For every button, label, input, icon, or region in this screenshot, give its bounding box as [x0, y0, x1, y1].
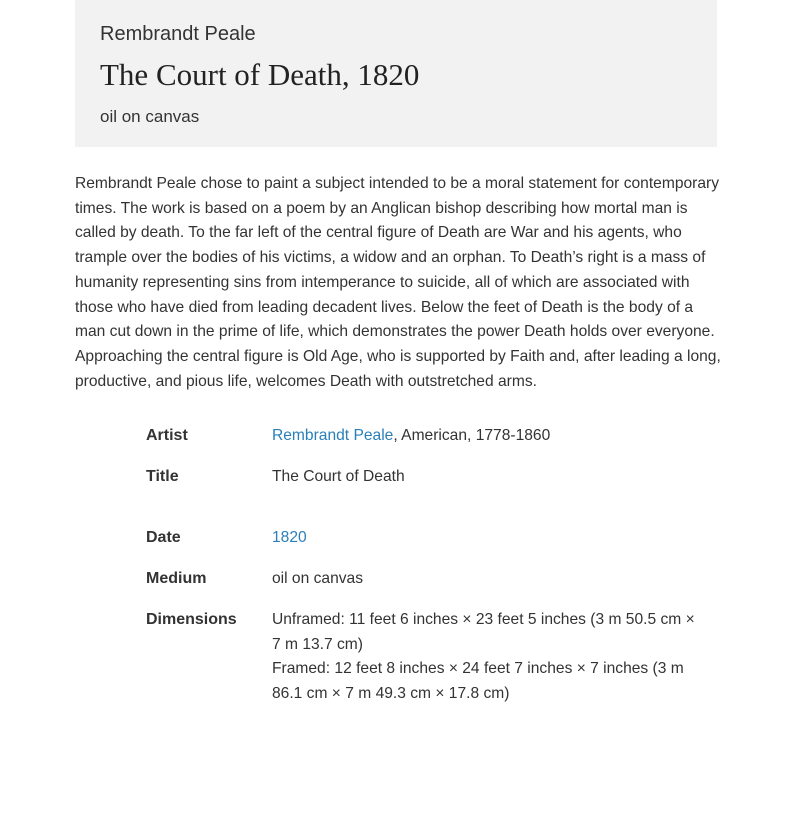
medium-value: oil on canvas	[272, 570, 364, 587]
artist-link[interactable]: Rembrandt Peale	[272, 427, 394, 444]
details-row-title	[146, 465, 706, 526]
dimensions-label: Dimensions	[146, 611, 237, 628]
artist-value	[272, 424, 706, 449]
medium-label: Medium	[146, 570, 207, 587]
artwork-details	[146, 424, 706, 707]
date-link[interactable]: 1820	[272, 529, 307, 546]
header-artist-name: Rembrandt Peale	[100, 23, 256, 45]
dimensions-unframed: Unframed: 11 feet 6 inches × 23 feet 5 inches (3 m 50.5 cm × 7 m 13.7 cm)	[272, 611, 695, 653]
dimensions-value	[272, 608, 706, 707]
title-value: The Court of Death	[272, 468, 405, 485]
date-label: Date	[146, 529, 181, 546]
artwork-header	[75, 0, 717, 147]
title-label: Title	[146, 468, 179, 485]
details-row-artist	[146, 424, 706, 465]
details-row-date	[146, 526, 706, 567]
page-title: The Court of Death, 1820	[100, 57, 420, 92]
date-value	[272, 526, 706, 551]
details-row-dimensions	[146, 608, 706, 707]
artist-nationality-dates: , American, 1778-1860	[393, 427, 551, 444]
artist-label: Artist	[146, 427, 188, 444]
details-row-medium	[146, 567, 706, 608]
header-medium: oil on canvas	[100, 107, 200, 126]
dimensions-framed: Framed: 12 feet 8 inches × 24 feet 7 inches × 7 inches (3 m 86.1 cm × 7 m 49.3 cm × 17.8 cm)	[272, 660, 684, 703]
artwork-description: Rembrandt Peale chose to paint a subject intended to be a moral statement for contemporary times. The work is based on a poem by an Anglican bishop describing how mortal man is called by death. To the far left of the central figure of Death are War and his agents, who trample over the bodies of his victims, a widow and an orphan. To Death’s right is a mass of humanity representing sins from intemperance to suicide, all of which are associated with those who have died from leading decadent lives. Below the feet of Death is the body of a man cut down in the prime of life, which demonstrates the power Death holds over everyone. Approaching the central figure is Old Age, who is supported by Faith and, after leading a long, productive, and pious life, welcomes Death with outstretched arms.	[75, 175, 721, 390]
